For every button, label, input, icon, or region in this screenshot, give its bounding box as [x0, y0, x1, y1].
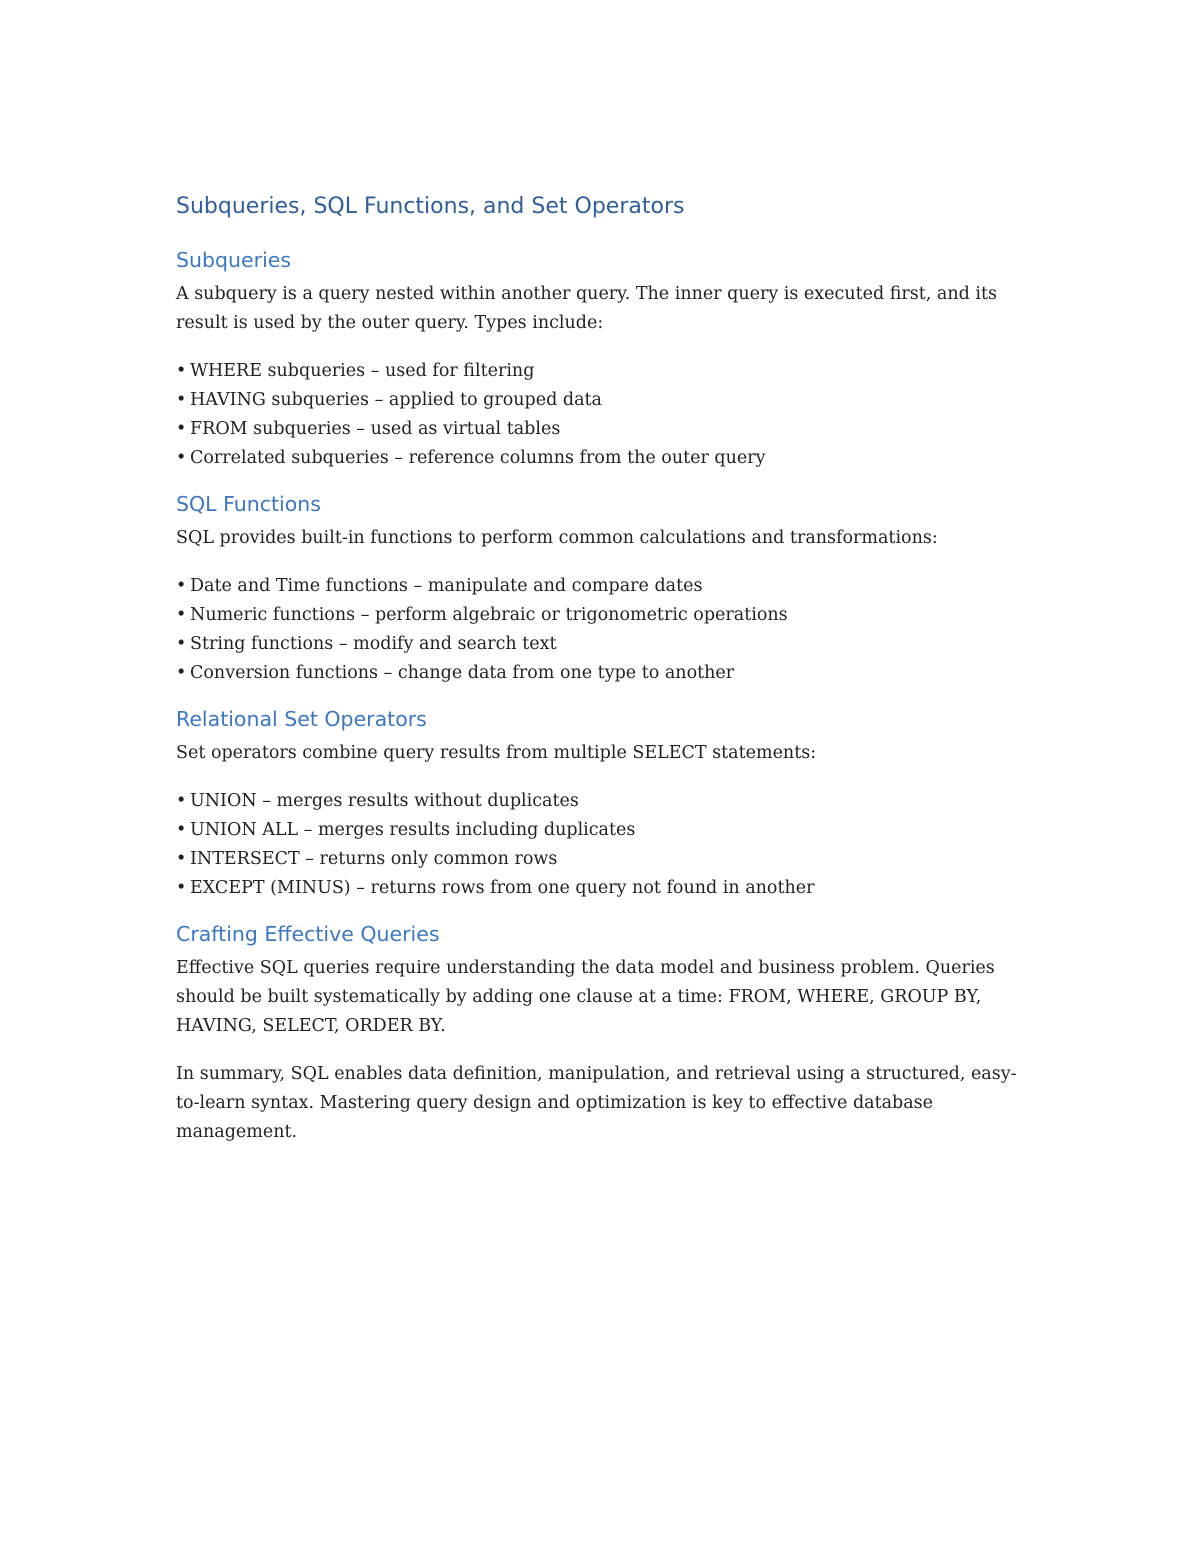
summary-paragraph: In summary, SQL enables data definition, manipulation, and retrieval using a structured, easy-to-learn syntax. Mastering query design and optimization is key to effective database management.: [176, 1064, 1017, 1142]
section-intro: A subquery is a query nested within another query. The inner query is executed first, and its result is used by the outer query. Types include:: [176, 284, 997, 333]
list-item: [176, 572, 1036, 601]
list-item-text: WHERE subqueries – used for filtering: [190, 361, 535, 381]
section-sql-functions: [176, 490, 1036, 688]
document-body: [176, 192, 1036, 1166]
list-item-text: EXCEPT (MINUS) – returns rows from one query not found in another: [190, 878, 815, 898]
bullet-glyph: •: [176, 576, 187, 596]
list-item-text: INTERSECT – returns only common rows: [190, 849, 558, 869]
bullet-glyph: •: [176, 820, 187, 840]
list-item: [176, 386, 1036, 415]
list-item-text: Numeric functions – perform algebraic or trigonometric operations: [190, 605, 788, 625]
document-title: Subqueries, SQL Functions, and Set Operators: [176, 194, 685, 219]
list-item-text: Conversion functions – change data from one type to another: [190, 663, 735, 683]
list-item: [176, 787, 1036, 816]
list-item: [176, 357, 1036, 386]
bullet-list: [176, 572, 1036, 688]
list-item-text: UNION ALL – merges results including duplicates: [190, 820, 636, 840]
bullet-glyph: •: [176, 634, 187, 654]
section-heading: Crafting Effective Queries: [176, 922, 440, 946]
list-item: [176, 874, 1036, 903]
section-heading: Subqueries: [176, 248, 292, 272]
list-item-text: String functions – modify and search text: [190, 634, 557, 654]
bullet-glyph: •: [176, 605, 187, 625]
list-item-text: Correlated subqueries – reference columns from the outer query: [190, 448, 766, 468]
list-item-text: HAVING subqueries – applied to grouped data: [190, 390, 602, 410]
list-item: [176, 659, 1036, 688]
section-subqueries: [176, 246, 1036, 473]
section-intro: SQL provides built-in functions to perform common calculations and transformations:: [176, 528, 938, 548]
bullet-list: [176, 357, 1036, 473]
list-item: [176, 601, 1036, 630]
bullet-glyph: •: [176, 878, 187, 898]
list-item: [176, 444, 1036, 473]
bullet-glyph: •: [176, 390, 187, 410]
bullet-glyph: •: [176, 849, 187, 869]
section-relational-set-operators: [176, 705, 1036, 903]
list-item: [176, 845, 1036, 874]
bullet-glyph: •: [176, 419, 187, 439]
list-item: [176, 816, 1036, 845]
section-crafting-effective-queries: [176, 920, 1036, 1147]
bullet-glyph: •: [176, 791, 187, 811]
bullet-glyph: •: [176, 663, 187, 683]
list-item: [176, 630, 1036, 659]
list-item-text: FROM subqueries – used as virtual tables: [190, 419, 561, 439]
section-heading: Relational Set Operators: [176, 707, 427, 731]
list-item-text: UNION – merges results without duplicates: [190, 791, 579, 811]
list-item-text: Date and Time functions – manipulate and compare dates: [190, 576, 703, 596]
bullet-glyph: •: [176, 361, 187, 381]
section-intro: Set operators combine query results from multiple SELECT statements:: [176, 743, 817, 763]
section-heading: SQL Functions: [176, 492, 321, 516]
bullet-glyph: •: [176, 448, 187, 468]
body-paragraph: Effective SQL queries require understanding the data model and business problem. Queries should be built systematically by adding one clause at a time: FROM, WHERE, GROUP BY, HAVING, SELECT, ORDER BY.: [176, 958, 995, 1036]
bullet-list: [176, 787, 1036, 903]
list-item: [176, 415, 1036, 444]
